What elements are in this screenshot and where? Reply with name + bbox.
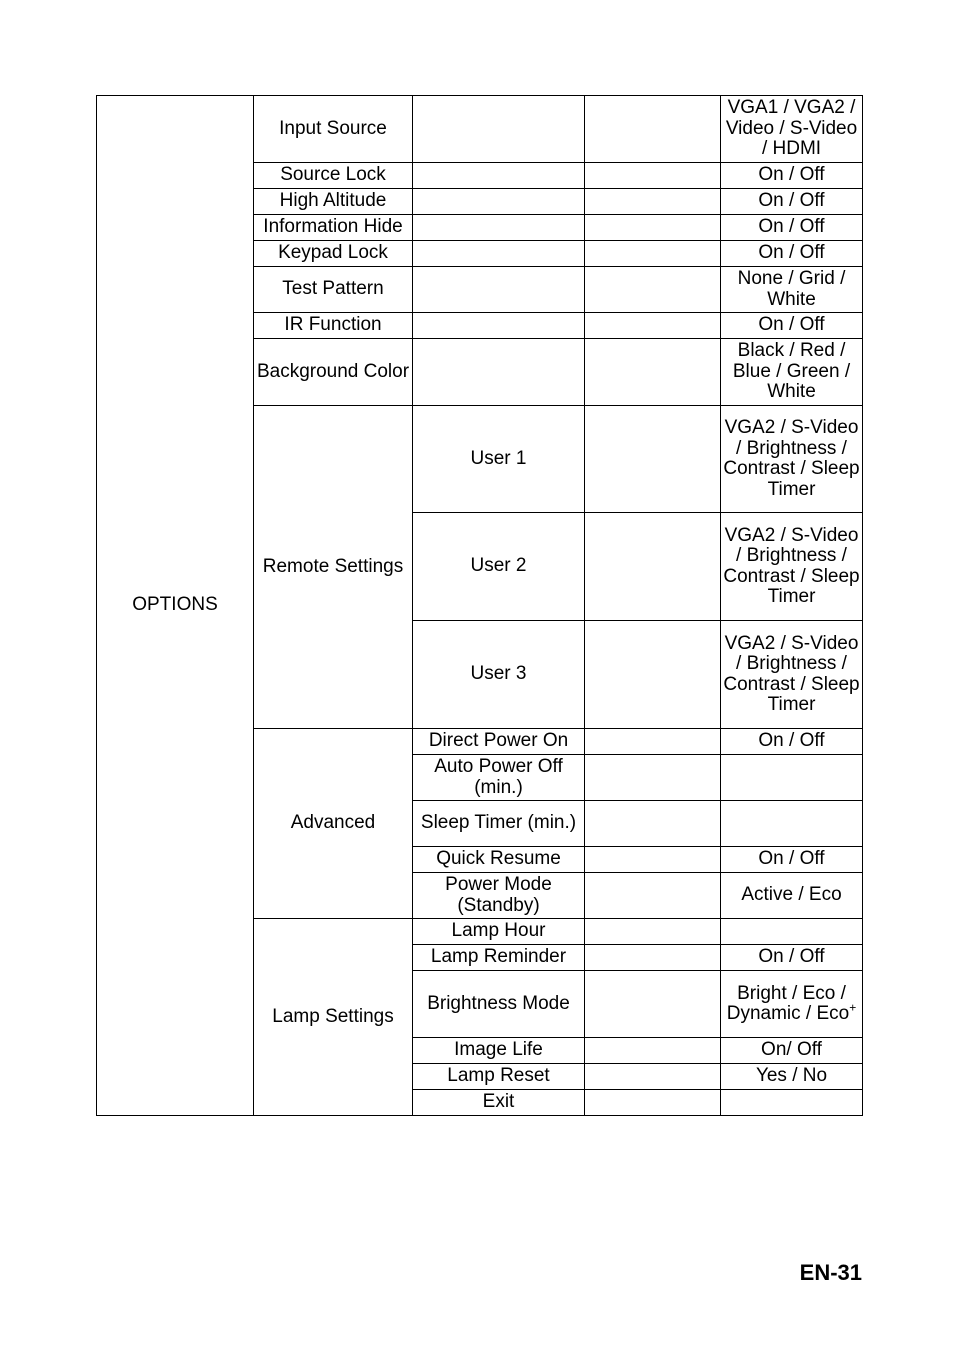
- options-menu-table: [96, 95, 863, 1116]
- table-row: [97, 96, 863, 163]
- value-image-life: On/ Off: [721, 1038, 863, 1064]
- value-lamp-hour: [721, 919, 863, 945]
- value-source-lock: On / Off: [721, 163, 863, 189]
- value-background-color: Black / Red / Blue / Green / White: [721, 339, 863, 406]
- value-user-1: VGA2 / S-Video / Brightness / Contrast / Sleep Timer: [721, 406, 863, 513]
- value-information-hide: On / Off: [721, 215, 863, 241]
- item-lamp-settings: Lamp Settings: [254, 919, 413, 1116]
- value-keypad-lock: On / Off: [721, 241, 863, 267]
- subitem-image-life: Image Life: [413, 1038, 585, 1064]
- value-quick-resume: On / Off: [721, 847, 863, 873]
- item-background-color: Background Color: [254, 339, 413, 406]
- value-ir-function: On / Off: [721, 313, 863, 339]
- value-input-source: VGA1 / VGA2 / Video / S-Video / HDMI: [721, 96, 863, 163]
- subitem-user-3: User 3: [413, 621, 585, 729]
- subitem-lamp-reset: Lamp Reset: [413, 1064, 585, 1090]
- item-advanced: Advanced: [254, 729, 413, 919]
- value-exit: [721, 1090, 863, 1116]
- value-lamp-reminder: On / Off: [721, 945, 863, 971]
- item-source-lock: Source Lock: [254, 163, 413, 189]
- subitem-brightness-mode: Brightness Mode: [413, 971, 585, 1038]
- subitem-lamp-reminder: Lamp Reminder: [413, 945, 585, 971]
- subitem-auto-power-off: Auto Power Off (min.): [413, 755, 585, 801]
- value-lamp-reset: Yes / No: [721, 1064, 863, 1090]
- subitem-user-1: User 1: [413, 406, 585, 513]
- subitem-user-2: User 2: [413, 513, 585, 621]
- value-test-pattern: None / Grid / White: [721, 267, 863, 313]
- page-number: EN-31: [799, 1260, 862, 1285]
- subitem-quick-resume: Quick Resume: [413, 847, 585, 873]
- item-keypad-lock: Keypad Lock: [254, 241, 413, 267]
- subitem-exit: Exit: [413, 1090, 585, 1116]
- item-input-source: Input Source: [254, 96, 413, 163]
- subitem-sleep-timer: Sleep Timer (min.): [413, 801, 585, 847]
- item-test-pattern: Test Pattern: [254, 267, 413, 313]
- value-direct-power-on: On / Off: [721, 729, 863, 755]
- subitem-lamp-hour: Lamp Hour: [413, 919, 585, 945]
- brightness-mode-options: Bright / Eco / Dynamic / Eco: [726, 982, 850, 1024]
- value-user-2: VGA2 / S-Video / Brightness / Contrast / Sleep Timer: [721, 513, 863, 621]
- item-information-hide: Information Hide: [254, 215, 413, 241]
- subitem-direct-power-on: Direct Power On: [413, 729, 585, 755]
- item-remote-settings: Remote Settings: [254, 406, 413, 729]
- item-ir-function: IR Function: [254, 313, 413, 339]
- value-high-altitude: On / Off: [721, 189, 863, 215]
- value-power-mode: Active / Eco: [721, 873, 863, 919]
- value-user-3: VGA2 / S-Video / Brightness / Contrast / Sleep Timer: [721, 621, 863, 729]
- category-options: OPTIONS: [97, 96, 254, 1116]
- subitem-power-mode: Power Mode (Standby): [413, 873, 585, 919]
- eco-plus-superscript: +: [849, 1000, 857, 1015]
- value-sleep-timer: [721, 801, 863, 847]
- value-auto-power-off: [721, 755, 863, 801]
- item-high-altitude: High Altitude: [254, 189, 413, 215]
- value-brightness-mode: [721, 971, 863, 1038]
